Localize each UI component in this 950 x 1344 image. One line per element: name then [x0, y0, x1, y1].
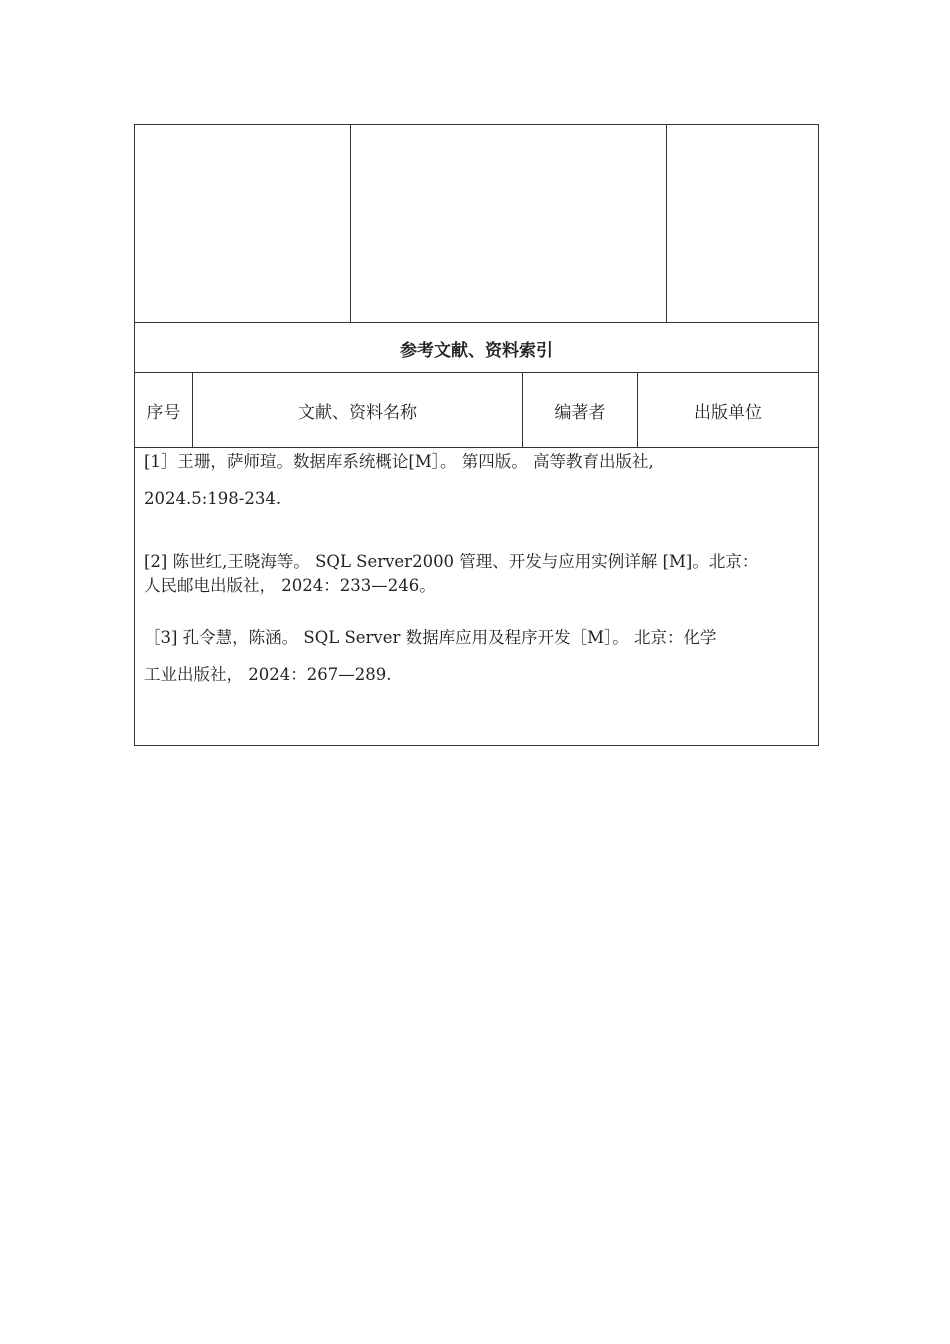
reference-item-2 [144, 550, 812, 598]
column-header-no: 序号 [146, 402, 181, 423]
reference-2-line-2: 人民邮电出版社， 2024：233—246。 [144, 576, 436, 595]
column-header-author: 编著者 [554, 402, 606, 423]
reference-1-line-1: [1］王珊，萨师瑄。数据库系统概论[M］。 第四版。 高等教育出版社, [144, 452, 654, 471]
column-header-name: 文献、资料名称 [298, 402, 417, 423]
reference-item-1 [144, 450, 812, 511]
reference-table [134, 124, 819, 746]
reference-3-line-2: 工业出版社， 2024：267—289. [144, 665, 392, 684]
top-row-divider-2 [666, 125, 667, 323]
top-row-divider-1 [350, 125, 351, 323]
reference-list [144, 448, 812, 687]
column-header-publisher: 出版单位 [694, 402, 762, 423]
section-title: 参考文献、资料索引 [400, 340, 553, 361]
reference-3-line-1: ［3] 孔令慧，陈涵。 SQL Server 数据库应用及程序开发［M］。 北京：化学 [144, 628, 717, 647]
reference-2-line-1: [2] 陈世红,王晓海等。 SQL Server2000 管理、开发与应用实例详解 [M]。北京： [144, 552, 759, 571]
reference-1-line-2: 2024.5:198-234. [144, 489, 282, 508]
reference-item-3 [144, 626, 812, 687]
